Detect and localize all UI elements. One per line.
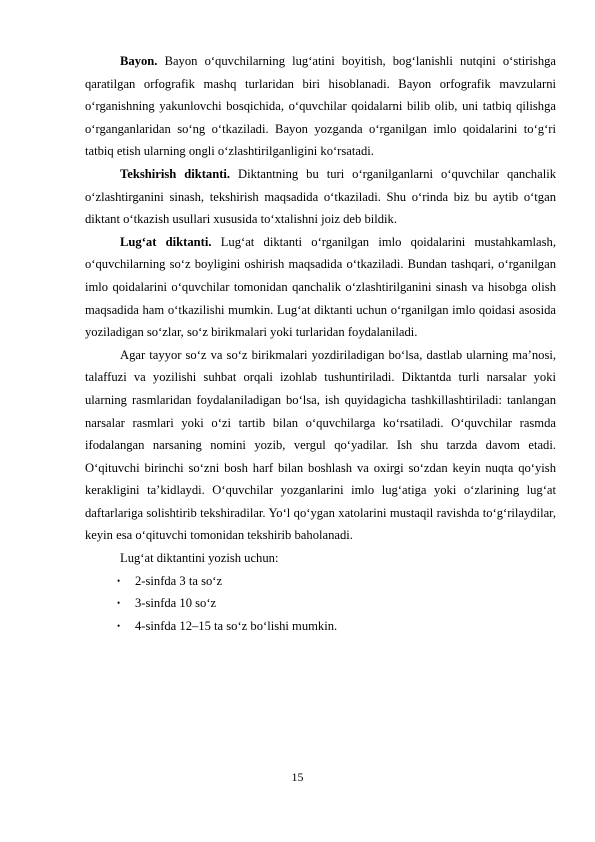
paragraph-bayon-text: Bayon o‘quvchilarning lug‘atini boyitish, bog‘lanishli nutqini o‘stirishga qaratilgan orfografik mashq turlaridan biri hisoblanadi. Bayon orfografik mavzularni o‘rganishning yakunlovchi bosqichida, o‘quvchilar qoidalarni bilib olib, uni tatbiq qilishga o‘rganganlaridan so‘ng o‘tkaziladi. Bayon yozganda o‘rganilgan imlo qoidalarini to‘g‘ri tatbiq etish ularning ongli o‘zlashtirilganligini ko‘rsatadi.	[85, 54, 556, 159]
paragraph-tayyor-soz-text: Agar tayyor so‘z va so‘z birikmalari yozdiriladigan bo‘lsa, dastlab ularning ma’nosi, talaffuzi va yozilishi suhbat orqali izohlab tushuntiriladi. Diktantda turli narsalar yoki ularning rasmlaridan foydalaniladigan bo‘lsa, ish quyidagicha tashkillashtiriladi: tanlangan narsalar rasmlari yoki o‘zi tartib bilan o‘quvchilarga ko‘rsatiladi. O‘quvchilar rasmda ifodalangan narsaning nomini yozib, vergul qo‘yadilar. Ish shu tarzda davom etadi. O‘qituvchi birinchi so‘zni bosh harf bilan boshlash va oxirgi so‘zdan keyin nuqta qo‘yish kerakligini ta’kidlaydi. O‘quvchilar yozganlarini imlo lug‘atiga yoki o‘zlarining lug‘at daftarlariga solishtirib tekshiradilar. Yo‘l qo‘ygan xatolarini mustaqil ravishda to‘g‘rilaydilar, keyin esa o‘qituvchi tomonidan tekshirib baholanadi.	[85, 347, 556, 543]
bullet-icon: •	[117, 598, 121, 609]
paragraph-lugat-diktanti	[85, 231, 556, 344]
term-bayon: Bayon.	[120, 54, 158, 68]
paragraph-tekshirish-diktanti	[85, 163, 556, 231]
page-number: 15	[291, 770, 304, 784]
bullet-list	[85, 570, 556, 638]
paragraph-bayon	[85, 50, 556, 163]
list-item	[117, 570, 556, 593]
document-page	[85, 50, 556, 637]
term-tekshirish-diktanti: Tekshirish diktanti.	[120, 166, 231, 181]
bullet-icon: •	[117, 575, 121, 586]
list-item	[117, 615, 556, 638]
term-lugat-diktanti: Lug‘at diktanti.	[120, 234, 212, 249]
list-item-text: 2-sinfda 3 ta so‘z	[135, 573, 223, 588]
list-item	[117, 592, 556, 615]
paragraph-lugat-diktanti-text: Lug‘at diktanti o‘rganilgan imlo qoidalarini mustahkamlash, o‘quvchilarning so‘z boyligini oshirish maqsadida o‘tkaziladi. Bundan tashqari, o‘rganilgan imlo qoidalarini o‘quvchilar tomonidan qanchalik o‘zlashtirilganini sinash va hisobga olish maqsadida ham o‘tkazilishi mumkin. Lug‘at diktanti uchun o‘rganilgan imlo qoidasi asosida yoziladigan so‘zlar, so‘z birikmalari yoki turlaridan foydalaniladi.	[85, 234, 556, 340]
bullet-icon: •	[117, 620, 121, 631]
paragraph-tekshirish-diktanti-text: Diktantning bu turi o‘rganilganlarni o‘quvchilar qanchalik o‘zlashtirganini sinash, tekshirish maqsadida o‘tkaziladi. Shu o‘rinda biz bu aytib o‘tgan diktant o‘tkazish usullari xususida to‘xtalishni joiz deb bildik.	[85, 166, 556, 227]
list-item-text: 4-sinfda 12–15 ta so‘z bo‘lishi mumkin.	[135, 618, 338, 633]
paragraph-tayyor-soz	[85, 344, 556, 547]
list-intro: Lug‘at diktantini yozish uchun:	[120, 551, 279, 566]
list-item-text: 3-sinfda 10 so‘z	[135, 596, 217, 611]
